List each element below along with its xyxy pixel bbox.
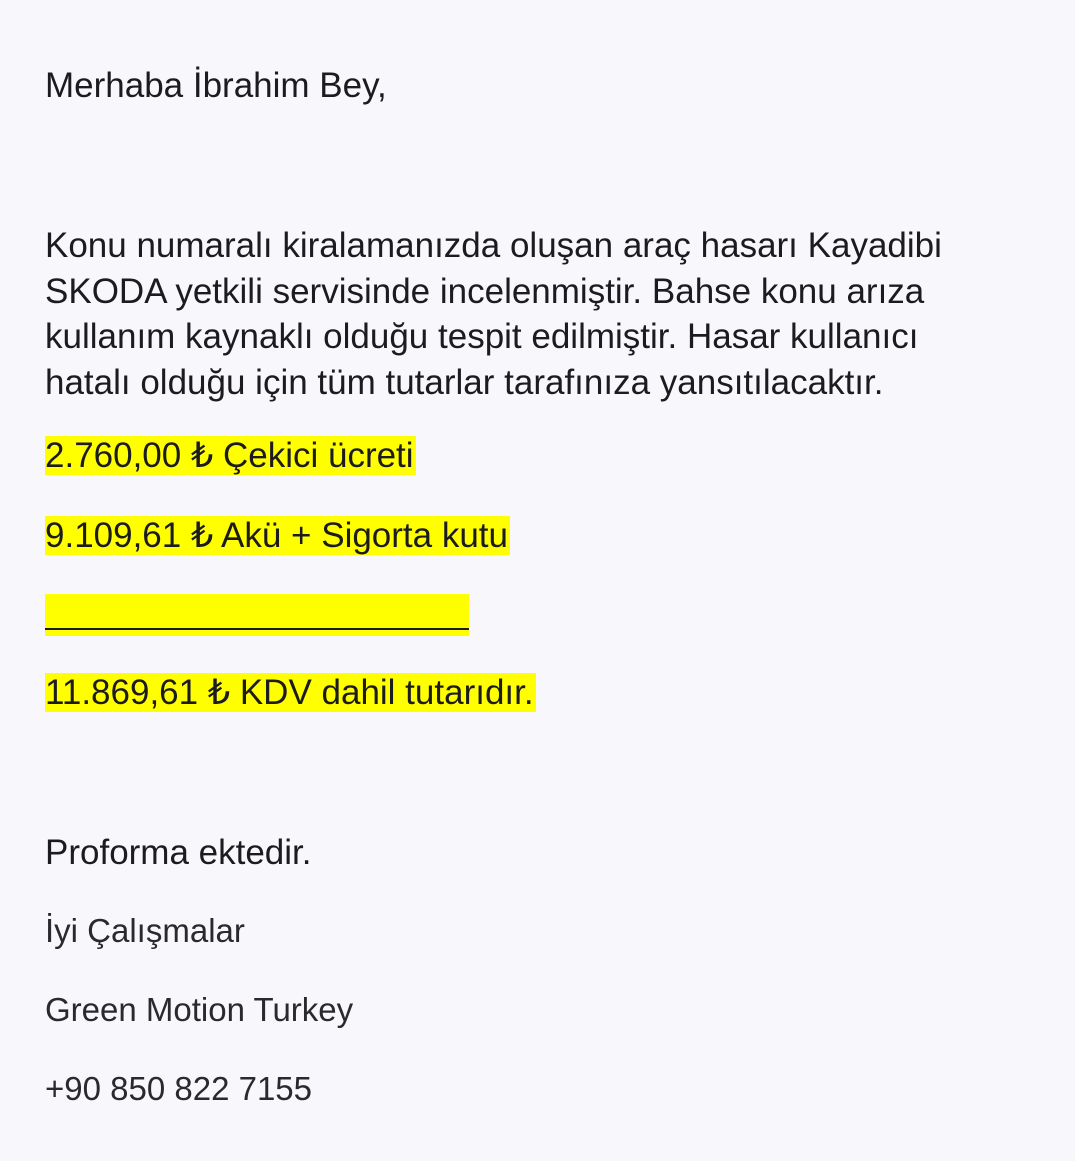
towing-cost: 2.760,00 ₺ Çekici ücreti bbox=[45, 436, 414, 475]
cost-line-total bbox=[45, 671, 536, 715]
signature-phone[interactable]: +90 850 822 7155 bbox=[45, 1070, 313, 1107]
signature-company: Green Motion Turkey bbox=[45, 991, 354, 1028]
signature-closing: İyi Çalışmalar bbox=[45, 912, 245, 949]
total-cost: 11.869,61 ₺ KDV dahil tutarıdır. bbox=[45, 673, 534, 712]
cost-line-towing bbox=[45, 434, 416, 478]
message-line: kullanım kaynaklı olduğu tespit edilmiştir. Hasar kullanıcı bbox=[45, 317, 919, 356]
attachment-note: Proforma ektedir. bbox=[45, 833, 312, 872]
message-line: SKODA yetkili servisinde incelenmiştir. Bahse konu arıza bbox=[45, 271, 925, 311]
greeting: Merhaba İbrahim Bey, bbox=[45, 66, 387, 105]
sum-divider bbox=[45, 594, 469, 636]
message-paragraph bbox=[45, 223, 1030, 405]
message-line: hatalı olduğu için tüm tutarlar tarafınıza yansıtılacaktır. bbox=[45, 362, 884, 402]
message-line: Konu numaralı kiralamanızda oluşan araç hasarı Kayadibi bbox=[45, 226, 942, 265]
battery-fuse-cost: 9.109,61 ₺ Akü + Sigorta kutu bbox=[45, 516, 508, 555]
cost-line-battery bbox=[45, 514, 510, 558]
